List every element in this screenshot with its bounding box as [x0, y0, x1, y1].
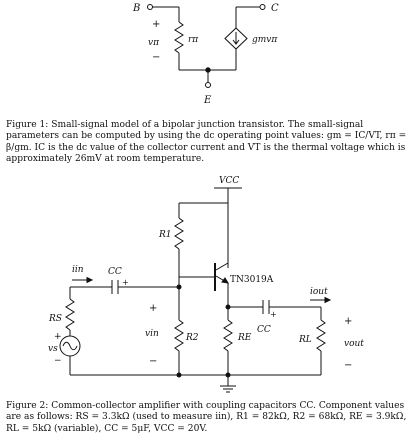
rl-resistor	[317, 320, 325, 351]
ground-symbol	[220, 386, 236, 392]
v-in-label: vin	[145, 329, 159, 339]
collector-label: C	[271, 3, 279, 14]
figure2-common-collector-circuit	[0, 166, 420, 402]
gm-v-pi-label: gmvπ	[252, 35, 278, 45]
figure1-caption: Figure 1: Small-signal model of a bipolar junction transistor. The small-signal parameters can be computed by using the dc operating point values: gm = IC/VT, rπ = β/gm. IC is the dc value of the collector current and VT is the thermal voltage which is approximately 26mV at room temperature.	[6, 120, 407, 165]
r-pi-resistor	[175, 22, 183, 53]
re-label: RE	[238, 333, 252, 343]
v-pi-minus: −	[152, 52, 161, 63]
cc-in-label: CC	[108, 267, 122, 277]
svg-text:+: +	[54, 332, 62, 342]
figure2-caption: Figure 2: Common-collector amplifier with coupling capacitors CC. Component values are as follows: RS = 3.3kΩ (used to measure iin), R1 = 82kΩ, R2 = 68kΩ, RE = 3.9kΩ, RL = 5kΩ (variable), CC = 5μF, VCC = 20V.	[6, 401, 407, 434]
r-pi-label: rπ	[188, 35, 199, 45]
i-in-label: iin	[72, 265, 84, 275]
r2-label: R2	[186, 333, 199, 343]
v-s-label: vs	[48, 344, 58, 354]
rs-resistor	[66, 299, 74, 330]
r1-label: R1	[159, 230, 172, 240]
v-out-label: vout	[344, 339, 364, 349]
rl-label: RL	[299, 335, 312, 345]
svg-text:+: +	[270, 310, 277, 319]
emitter-label: E	[204, 95, 212, 106]
cc-out-label: CC	[257, 325, 271, 335]
re-resistor	[224, 320, 232, 351]
r1-resistor	[175, 218, 183, 249]
i-out-label: iout	[310, 287, 328, 297]
emitter-terminal	[206, 83, 211, 88]
collector-terminal	[260, 5, 265, 10]
transistor-label: TN3019A	[230, 275, 274, 285]
r2-resistor	[175, 320, 183, 351]
v-pi-label: vπ	[148, 38, 159, 48]
vcc-label: VCC	[219, 176, 240, 186]
figure1-small-signal-model	[0, 0, 420, 108]
v-pi-plus: +	[152, 19, 161, 30]
svg-text:−: −	[54, 356, 62, 366]
base-label: B	[133, 3, 141, 14]
svg-text:+: +	[344, 316, 353, 327]
svg-text:+: +	[149, 303, 158, 314]
base-terminal	[148, 5, 153, 10]
rs-label: RS	[49, 314, 62, 324]
svg-text:−: −	[344, 360, 353, 371]
svg-text:+: +	[122, 278, 129, 287]
svg-text:−: −	[149, 356, 158, 367]
